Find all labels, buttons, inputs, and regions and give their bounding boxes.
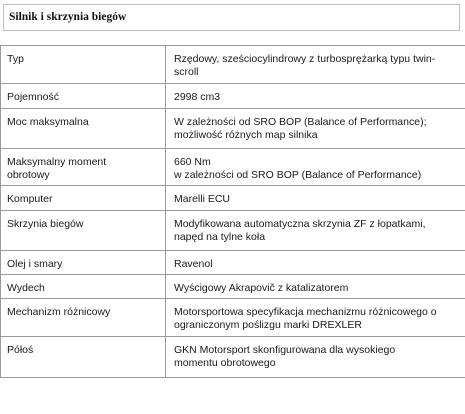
row-label: Pojemność [1,84,166,109]
row-label: Moc maksymalna [1,109,166,149]
row-label: Typ [1,46,166,84]
row-label: Maksymalny moment obrotowy [1,149,166,186]
row-value: 660 Nm w zależności od SRO BOP (Balance of Performance) [166,149,465,186]
row-label: Półoś [1,337,166,378]
row-value: Wyścigowy Akrapovič z katalizatorem [166,275,465,299]
row-label: Skrzynia biegów [1,211,166,251]
row-label: Mechanizm różnicowy [1,299,166,337]
table-row [1,337,465,378]
row-value: 2998 cm3 [166,84,465,109]
row-value: Ravenol [166,251,465,275]
row-label: Olej i smary [1,251,166,275]
section-title: Silnik i skrzynia biegów [3,4,460,31]
table-row [1,109,465,149]
table-row [1,186,465,211]
table-row [1,211,465,251]
table-row [1,251,465,275]
table-row [1,84,465,109]
row-value: Modyfikowana automatyczna skrzynia ZF z łopatkami, napęd na tylne koła [166,211,465,251]
row-value: GKN Motorsport skonfigurowana dla wysokiego momentu obrotowego [166,337,465,378]
row-value: Marelli ECU [166,186,465,211]
row-label: Wydech [1,275,166,299]
row-value: W zależności od SRO BOP (Balance of Performance); możliwość różnych map silnika [166,109,465,149]
table-row [1,275,465,299]
row-value: Motorsportowa specyfikacja mechanizmu różnicowego o ograniczonym poślizgu marki DREXLER [166,299,465,337]
row-label: Komputer [1,186,166,211]
engine-spec-table [0,45,465,378]
table-row [1,299,465,337]
table-row [1,149,465,186]
table-row [1,46,465,84]
row-value: Rzędowy, sześciocylindrowy z turbosprężarką typu twin- scroll [166,46,465,84]
